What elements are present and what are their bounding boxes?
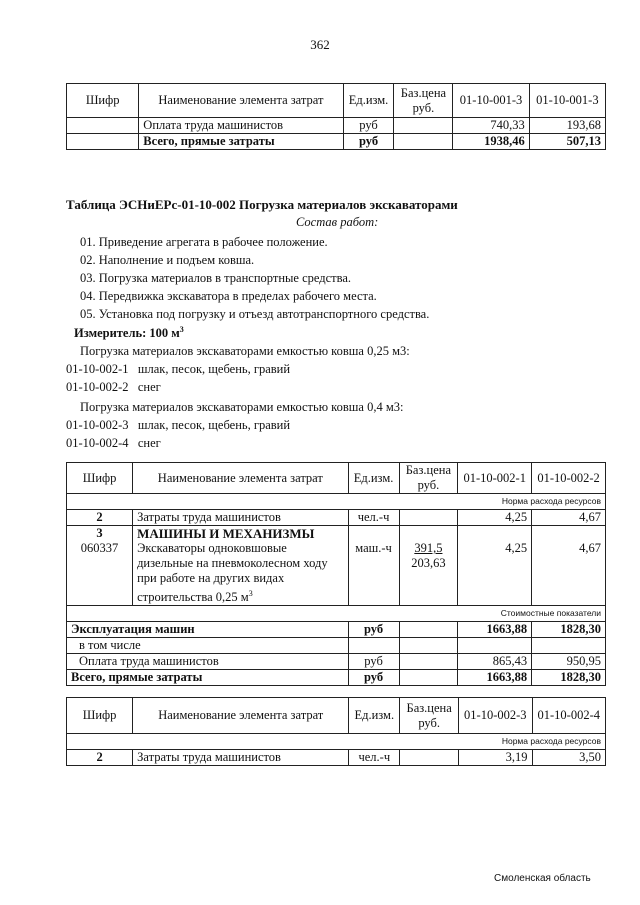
row-value-1: 3,19 — [459, 750, 532, 766]
col-shifr: Шифр — [67, 84, 139, 118]
col-name: Наименование элемента затрат — [133, 463, 349, 494]
step-item: 02. Наполнение и подъем ковша. — [80, 253, 255, 267]
row-name: в том числе — [67, 638, 349, 654]
step-item: 04. Передвижка экскаватора в пределах рабочего места. — [80, 289, 377, 303]
table-row — [67, 510, 606, 526]
row-name: Всего, прямые затраты — [139, 134, 343, 150]
table-row — [67, 750, 606, 766]
row-value-1: 4,25 — [458, 526, 532, 606]
item-row: 01-10-002-4 снег — [66, 436, 161, 450]
col-code-2: 01-10-002-2 — [532, 463, 606, 494]
section-title: Таблица ЭСНиЕРс-01-10-002 Погрузка материалов экскаваторами — [66, 197, 458, 212]
row-value-1: 740,33 — [453, 118, 529, 134]
table-row — [67, 638, 606, 654]
row-num: 2 — [67, 750, 133, 766]
table-row — [67, 118, 606, 134]
col-shifr: Шифр — [67, 698, 133, 734]
col-unit: Ед.изм. — [349, 698, 400, 734]
col-name: Наименование элемента затрат — [133, 698, 349, 734]
row-name: Всего, прямые затраты — [67, 670, 349, 686]
row-unit: маш.-ч — [348, 526, 399, 606]
row-unit: руб — [343, 134, 394, 150]
col-code-2: 01-10-002-4 — [532, 698, 605, 734]
cost-label: Стоимостные показатели — [67, 606, 606, 622]
measure-label: Измеритель: 100 $м^3$ — [74, 325, 184, 341]
table-2 — [66, 462, 606, 686]
row-value-1: 1938,46 — [453, 134, 529, 150]
col-name: Наименование элемента затрат — [139, 84, 343, 118]
table-row — [67, 670, 606, 686]
row-unit: руб — [348, 622, 399, 638]
row-value-1: 1663,88 — [458, 622, 532, 638]
col-code-1: 01-10-001-3 — [453, 84, 529, 118]
row-unit: руб — [348, 654, 399, 670]
row-num: 2 — [67, 510, 133, 526]
row-value-2: 950,95 — [532, 654, 606, 670]
table-row — [67, 622, 606, 638]
col-code-1: 01-10-002-1 — [458, 463, 532, 494]
sostav-label: Состав работ: — [296, 215, 379, 229]
page-number: 362 — [310, 37, 330, 52]
col-code-2: 01-10-001-3 — [529, 84, 605, 118]
row-value-2: 4,67 — [532, 526, 606, 606]
item-row: 01-10-002-1 шлак, песок, щебень, гравий — [66, 362, 291, 376]
row-unit: руб — [348, 670, 399, 686]
item-row: 01-10-002-3 шлак, песок, щебень, гравий — [66, 418, 291, 432]
row-name: Затраты труда машинистов — [133, 510, 349, 526]
row-unit: чел.-ч — [348, 510, 399, 526]
row-value-2: 4,67 — [532, 510, 606, 526]
row-name: Оплата труда машинистов — [67, 654, 349, 670]
norm-label: Норма расхода ресурсов — [67, 494, 606, 510]
row-value-2: 193,68 — [529, 118, 605, 134]
item-row: 01-10-002-2 снег — [66, 380, 161, 394]
step-item: 03. Погрузка материалов в транспортные средства. — [80, 271, 352, 285]
row-name: Эксплуатация машин — [67, 622, 349, 638]
table-row — [67, 526, 606, 606]
col-unit: Ед.изм. — [348, 463, 399, 494]
group-label-1: Погрузка материалов экскаваторами емкостью ковша 0,25 м3: — [80, 344, 410, 358]
footer-region: Смоленская область — [494, 873, 591, 884]
row-value-1: 865,43 — [458, 654, 532, 670]
table-row — [67, 134, 606, 150]
row-value-2: 1828,30 — [532, 670, 606, 686]
row-name: Оплата труда машинистов — [139, 118, 343, 134]
row-value-2: 507,13 — [529, 134, 605, 150]
group-label-2: Погрузка материалов экскаваторами емкостью ковша 0,4 м3: — [80, 400, 404, 414]
col-base-price: Баз.цена руб. — [399, 463, 458, 494]
table-1 — [66, 83, 606, 150]
row-unit: руб — [343, 118, 394, 134]
col-code-1: 01-10-002-3 — [459, 698, 532, 734]
row-unit: чел.-ч — [349, 750, 400, 766]
row-value-1: 4,25 — [458, 510, 532, 526]
row-name: МАШИНЫ И МЕХАНИЗМЫ Экскаваторы одноковшовые дизельные на пневмоколесном ходу при работе на других видах строительства 0,25 $м^3$ — [133, 526, 349, 606]
col-unit: Ед.изм. — [343, 84, 394, 118]
col-base-price: Баз.цена руб. — [400, 698, 459, 734]
row-num: 3 060337 — [67, 526, 133, 606]
step-item: 01. Приведение агрегата в рабочее положение. — [80, 235, 328, 249]
step-item: 05. Установка под погрузку и отъезд автотранспортного средства. — [80, 307, 430, 321]
row-name: Затраты труда машинистов — [133, 750, 349, 766]
row-base-price: 391,5 203,63 — [399, 526, 458, 606]
table-3 — [66, 697, 606, 766]
row-value-1: 1663,88 — [458, 670, 532, 686]
col-base-price: Баз.цена руб. — [394, 84, 453, 118]
row-value-2: 3,50 — [532, 750, 605, 766]
col-shifr: Шифр — [67, 463, 133, 494]
row-value-2: 1828,30 — [532, 622, 606, 638]
table-row — [67, 654, 606, 670]
norm-label: Норма расхода ресурсов — [67, 734, 606, 750]
